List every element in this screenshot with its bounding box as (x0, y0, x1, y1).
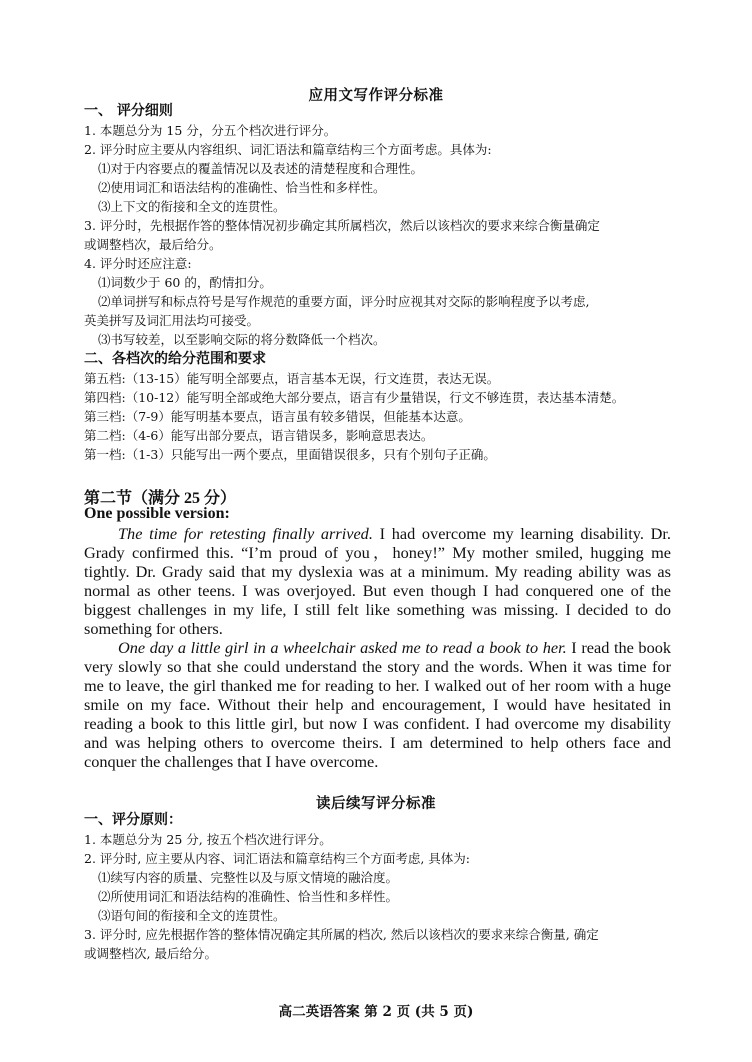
rule-line: ⑴续写内容的质量、完整性以及与原文情境的融洽度。 (98, 870, 399, 885)
section1-title: 应用文写作评分标准 (308, 87, 444, 104)
rule-line: ⑶上下文的衔接和全文的连贯性。 (98, 199, 286, 214)
section1-part2-heading: 二、各档次的给分范围和要求 (84, 351, 266, 367)
essay-paragraph-1 (84, 524, 671, 638)
rule-line: 4. 评分时还应注意: (84, 256, 192, 271)
para1-lead-sentence: The time for retesting finally arrived. (118, 524, 373, 543)
rule-line: ⑵单词拼写和标点符号是写作规范的重要方面，评分时应视其对交际的影响程度予以考虑, (98, 294, 590, 309)
rule-line: ⑴对于内容要点的覆盖情况以及表述的清楚程度和合理性。 (98, 161, 424, 176)
section2-subheading: One possible version: (84, 505, 230, 522)
model-essay (84, 524, 671, 771)
section3-heading: 一、评分原则： (84, 812, 182, 828)
para2-body: I read the book very slowly so that she could understand the story and the words. When it was time for me to leave, the girl thanked me for reading to her. I walked out of her room with a huge smile on my face. Without their help and encouragement, I would have hesitated in reading a book to this little girl, but now I was confident. I had overcome my disability and was helping others to overcome theirs. I am determined to help others face and conquer the challenges that I have overcome. (84, 638, 671, 771)
rule-line: ⑶语句间的衔接和全文的连贯性。 (98, 908, 286, 923)
rule-line: 3. 评分时，先根据作答的整体情况初步确定其所属档次，然后以该档次的要求来综合衡量确定 (84, 218, 600, 233)
rule-line: ⑵使用词汇和语法结构的准确性、恰当性和多样性。 (98, 180, 386, 195)
page-footer: 高二英语答案 第 2 页 (共 5 页) (278, 1004, 474, 1020)
level-line: 第四档:（10-12）能写明全部或绝大部分要点，语言有少量错误，行文不够连贯，表达基本清楚。 (84, 390, 625, 405)
rule-line: ⑴词数少于 60 的，酌情扣分。 (98, 275, 272, 290)
para2-lead-sentence: One day a little girl in a wheelchair asked me to read a book to her. (118, 638, 567, 657)
rule-line: ⑵所使用词汇和语法结构的准确性、恰当性和多样性。 (98, 889, 399, 904)
rule-line: 3. 评分时, 应先根据作答的整体情况确定其所属的档次, 然后以该档次的要求来综合衡量, 确定 (84, 927, 599, 942)
section3-title: 读后续写评分标准 (316, 795, 436, 812)
rule-line: ⑶书写较差，以至影响交际的将分数降低一个档次。 (98, 332, 386, 347)
rule-line: 或调整档次, 最后给分。 (84, 946, 217, 961)
rule-line: 2. 评分时, 应主要从内容、词汇语法和篇章结构三个方面考虑, 具体为: (84, 851, 471, 866)
rule-line: 2. 评分时应主要从内容组织、词汇语法和篇章结构三个方面考虑。具体为: (84, 142, 492, 157)
level-line: 第三档:（7-9）能写明基本要点，语言虽有较多错误，但能基本达意。 (84, 409, 471, 424)
essay-paragraph-2 (84, 638, 671, 771)
level-line: 第五档:（13-15）能写明全部要点，语言基本无误，行文连贯，表达无误。 (84, 371, 500, 386)
level-line: 第二档:（4-6）能写出部分要点，语言错误多，影响意思表达。 (84, 428, 434, 443)
section1-part1-heading: 一、 评分细则 (84, 103, 173, 119)
rule-line: 1. 本题总分为 25 分, 按五个档次进行评分。 (84, 832, 332, 847)
rule-line: 或调整档次，最后给分。 (84, 237, 222, 252)
para1-body: I had overcome my learning disability. Dr. Grady confirmed this. “I’m proud of you，honey!” My mother smiled, hugging me tightly. Dr. Grady said that my dyslexia was at a minimum. My reading ability was as normal as other teens. I was overjoyed. But even though I had conquered one of the biggest challenges in my life, I still felt like something was missing. I decided to do something for others. (84, 524, 671, 638)
rule-line: 1. 本题总分为 15 分，分五个档次进行评分。 (84, 123, 337, 138)
rule-line: 英美拼写及词汇用法均可接受。 (84, 313, 260, 328)
level-line: 第一档:（1-3）只能写出一两个要点，里面错误很多，只有个别句子正确。 (84, 447, 496, 462)
section2-heading: 第二节（满分 25 分） (84, 490, 237, 507)
